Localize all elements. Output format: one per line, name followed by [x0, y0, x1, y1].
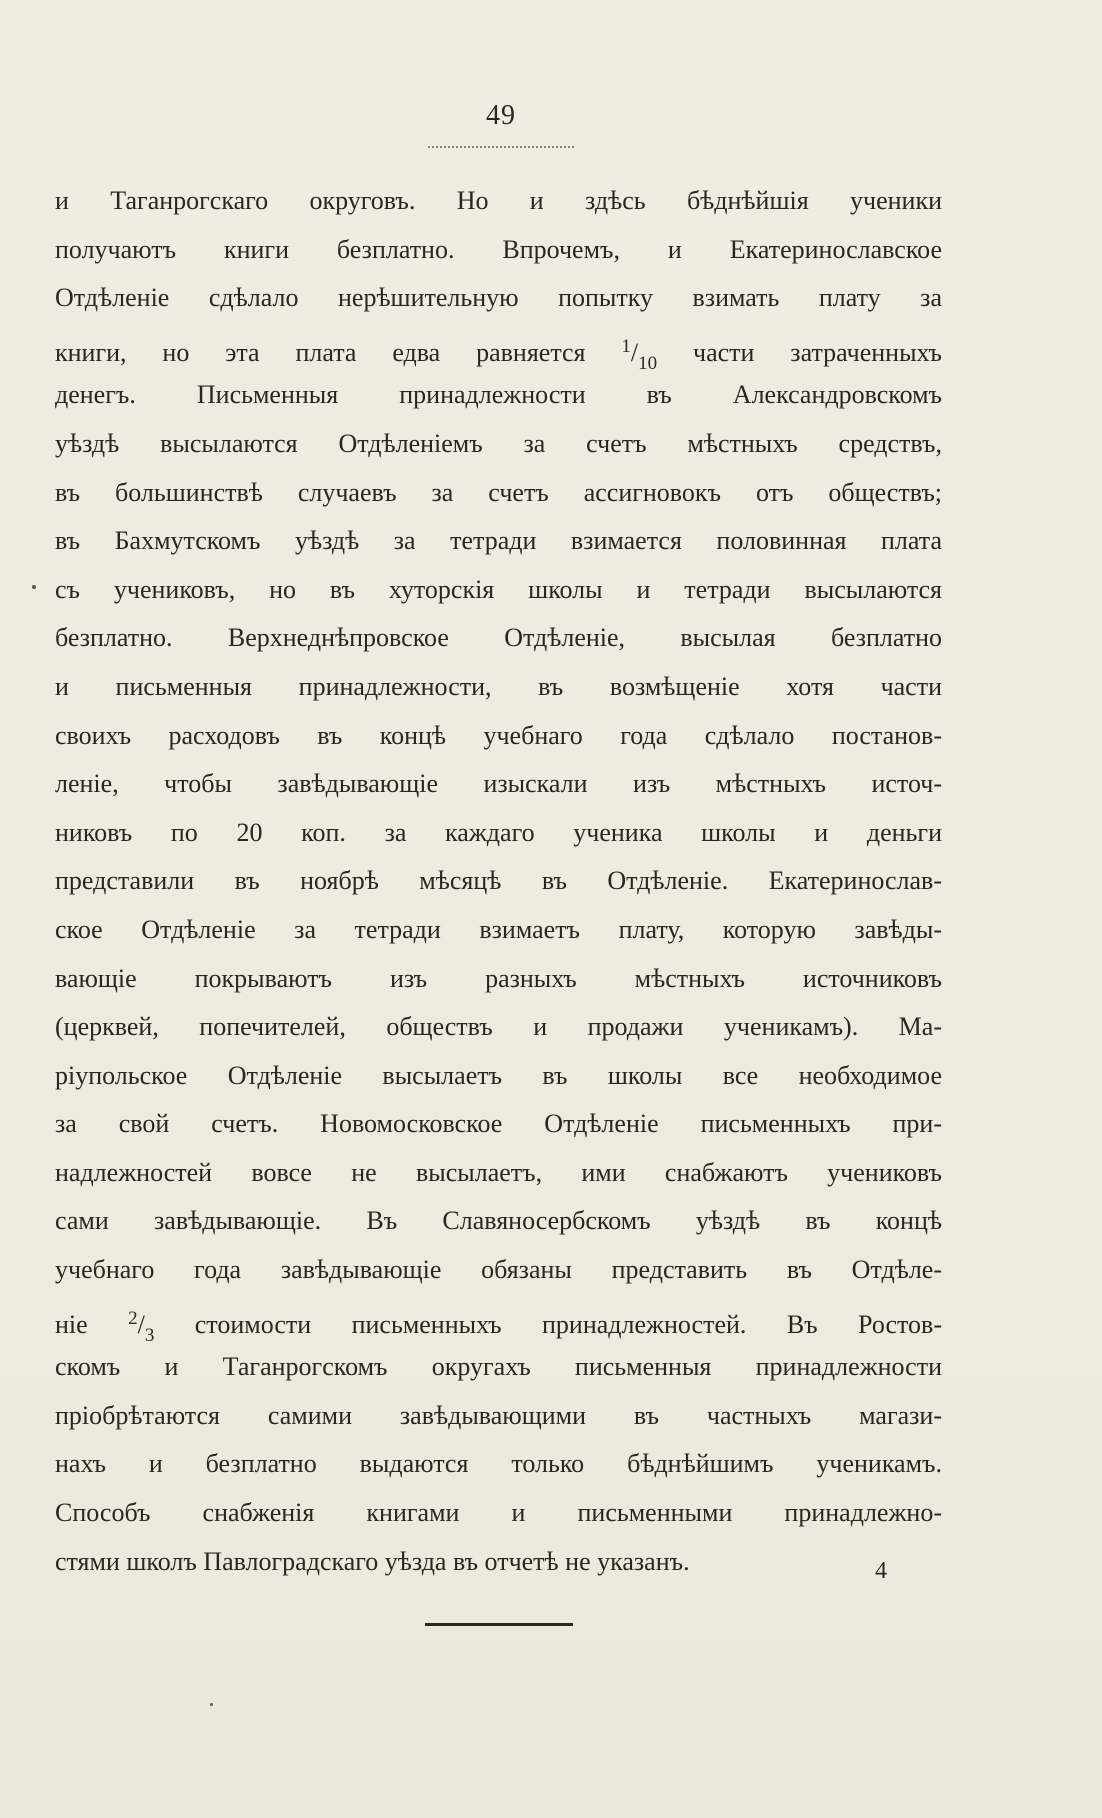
text-line: представили въ ноябрѣ мѣсяцѣ въ Отдѣленіе. Екатеринослав- — [55, 866, 942, 896]
text-line: своихъ расходовъ въ концѣ учебнаго года сдѣлало постанов- — [55, 720, 942, 750]
text-line: безплатно. Верхнеднѣпровское Отдѣленіе, высылая безплатно — [55, 623, 942, 653]
text-line: нахъ и безплатно выдаются только бѣднѣйшимъ ученикамъ. — [55, 1449, 942, 1479]
fraction-slash: / — [137, 1309, 145, 1339]
text-line — [55, 1295, 942, 1344]
text-line: въ большинствѣ случаевъ за счетъ ассигновокъ отъ обществъ; — [55, 477, 942, 507]
text-line: (церквей, попечителей, обществъ и продажи ученикамъ). Ма- — [55, 1012, 942, 1042]
line-segment: стоимости письменныхъ принадлежностей. Въ Ростов- — [154, 1309, 942, 1339]
text-line: Способъ снабженія книгами и письменными принадлежно- — [55, 1498, 942, 1528]
text-line: и Таганрогскаго округовъ. Но и здѣсь бѣднѣйшія ученики — [55, 186, 942, 215]
fraction-numerator: 1 — [621, 335, 631, 357]
text-line: съ учениковъ, но въ хуторскія школы и тетради высылаются — [55, 574, 942, 604]
text-line: получаютъ книги безплатно. Впрочемъ, и Екатеринославское — [55, 234, 942, 264]
text-line: Отдѣленіе сдѣлало нерѣшительную попытку взимать плату за — [55, 283, 942, 313]
fraction-slash: / — [630, 337, 639, 367]
fraction — [128, 1307, 155, 1344]
text-line: ріупольское Отдѣленіе высылаетъ въ школы все необходимое — [55, 1060, 942, 1090]
text-line: никовъ по 20 коп. за каждаго ученика школы и деньги — [55, 817, 942, 847]
text-line: сами завѣдывающіе. Въ Славяносербскомъ уѣздѣ въ концѣ — [55, 1206, 942, 1236]
header-divider — [428, 146, 574, 148]
text-line: скомъ и Таганрогскомъ округахъ письменныя принадлежности — [55, 1352, 942, 1382]
fraction — [621, 335, 658, 372]
signature-mark: 4 — [875, 1558, 887, 1584]
text-line: въ Бахмутскомъ уѣздѣ за тетради взимается половинная плата — [55, 526, 942, 556]
text-line: вающіе покрываютъ изъ разныхъ мѣстныхъ источниковъ — [55, 963, 942, 993]
text-line: учебнаго года завѣдывающіе обязаны представить въ Отдѣле- — [55, 1255, 942, 1285]
line-segment: части затраченныхъ — [657, 337, 942, 367]
fraction-denominator: 3 — [144, 1324, 155, 1344]
page-number: 49 — [486, 100, 516, 131]
print-speck — [32, 585, 36, 589]
text-line — [55, 323, 942, 372]
text-line: пріобрѣтаются самими завѣдывающими въ частныхъ магази- — [55, 1400, 942, 1430]
line-segment: книги, но эта плата едва равняется — [55, 337, 622, 367]
text-line: и письменныя принадлежности, въ возмѣщеніе хотя части — [55, 671, 942, 701]
footer-divider — [425, 1623, 573, 1626]
text-line: денегъ. Письменныя принадлежности въ Александровскомъ — [55, 380, 942, 410]
text-line: ское Отдѣленіе за тетради взимаетъ плату, которую завѣды- — [55, 914, 942, 944]
text-line: уѣздѣ высылаются Отдѣленіемъ за счетъ мѣстныхъ средствъ, — [55, 428, 942, 458]
fraction-denominator: 10 — [638, 352, 658, 372]
text-line: леніе, чтобы завѣдывающіе изыскали изъ мѣстныхъ источ- — [55, 769, 942, 799]
fraction-numerator: 2 — [128, 1307, 138, 1329]
body-text — [55, 177, 942, 1586]
text-line: стями школъ Павлоградскаго уѣзда въ отчетѣ не указанъ. — [55, 1546, 690, 1576]
line-segment: ніе — [55, 1309, 129, 1339]
text-line: надлежностей вовсе не высылаетъ, ими снабжаютъ учениковъ — [55, 1157, 942, 1187]
print-speck — [210, 1703, 213, 1706]
text-line: за свой счетъ. Новомосковское Отдѣленіе письменныхъ при- — [55, 1109, 942, 1139]
